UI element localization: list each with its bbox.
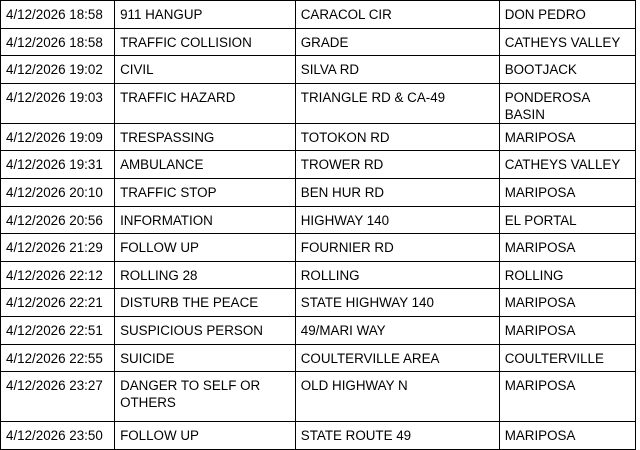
cell-call-type-text: TRAFFIC HAZARD: [120, 89, 236, 105]
cell-area-text: MARIPOSA: [504, 184, 576, 200]
cell-call-type-text: TRESPASSING: [120, 129, 215, 145]
cell-call-type-text: ROLLING 28: [120, 267, 198, 283]
cell-area-text: BOOTJACK: [504, 62, 577, 78]
cell-call-type: [115, 261, 296, 289]
cell-location: [295, 1, 499, 29]
cell-area-text: ROLLING: [504, 267, 564, 283]
cell-call-type-text: DISTURB THE PEACE: [120, 295, 259, 311]
cell-area-text: PONDEROSA BASIN: [504, 89, 590, 122]
cell-call-type-text: SUSPICIOUS PERSON: [120, 322, 263, 338]
cell-location: [295, 261, 499, 289]
cell-location-text: ROLLING: [300, 267, 360, 283]
cell-call-type: [115, 178, 296, 206]
cell-area: [499, 151, 635, 179]
cell-datetime: [1, 123, 115, 151]
cell-location: [295, 316, 499, 344]
cell-area-text: MARIPOSA: [504, 129, 576, 145]
cell-area: [499, 261, 635, 289]
cell-area: [499, 83, 635, 123]
cell-location-text: STATE ROUTE 49: [300, 428, 412, 444]
cell-area: [499, 234, 635, 262]
cell-location-text: SILVA RD: [300, 62, 360, 78]
cell-call-type: [115, 289, 296, 317]
cell-location-text: GRADE: [300, 34, 349, 50]
table-row: [1, 372, 636, 422]
cell-datetime-text: 4/12/2026 20:10: [6, 184, 103, 200]
cell-location-text: COULTERVILLE AREA: [300, 350, 440, 366]
table-row: [1, 206, 636, 234]
cell-area: [499, 1, 635, 29]
cell-area-text: CATHEYS VALLEY: [504, 157, 621, 173]
cell-datetime: [1, 344, 115, 372]
cell-area: [499, 178, 635, 206]
cell-datetime: [1, 83, 115, 123]
cell-datetime-text: 4/12/2026 18:58: [6, 34, 103, 50]
cell-area: [499, 289, 635, 317]
cell-call-type: [115, 372, 296, 422]
cell-area: [499, 123, 635, 151]
cell-call-type-text: FOLLOW UP: [120, 428, 199, 444]
table-row: [1, 261, 636, 289]
cell-location: [295, 56, 499, 84]
cell-location-text: 49/MARI WAY: [300, 322, 386, 338]
cell-call-type: [115, 83, 296, 123]
cell-location-text: OLD HIGHWAY N: [300, 378, 408, 394]
cell-location: [295, 206, 499, 234]
cell-call-type: [115, 151, 296, 179]
cell-location-text: TOTOKON RD: [300, 129, 390, 145]
cell-call-type-text: INFORMATION: [120, 212, 213, 228]
cell-datetime: [1, 261, 115, 289]
cell-location: [295, 28, 499, 56]
table-row: [1, 289, 636, 317]
cell-datetime-text: 4/12/2026 19:31: [6, 157, 103, 173]
cell-datetime-text: 4/12/2026 22:55: [6, 350, 103, 366]
cell-location-text: HIGHWAY 140: [300, 212, 390, 228]
cell-area: [499, 344, 635, 372]
cell-area-text: MARIPOSA: [504, 240, 576, 256]
cell-area: [499, 28, 635, 56]
cell-datetime: [1, 206, 115, 234]
cell-datetime: [1, 234, 115, 262]
cell-area-text: MARIPOSA: [504, 295, 576, 311]
cell-location: [295, 178, 499, 206]
cell-datetime: [1, 1, 115, 29]
cell-datetime: [1, 28, 115, 56]
cell-call-type-text: TRAFFIC COLLISION: [120, 34, 252, 50]
cell-call-type: [115, 123, 296, 151]
cell-location-text: TROWER RD: [300, 157, 384, 173]
table-row: [1, 344, 636, 372]
cell-call-type-text: SUICIDE: [120, 350, 175, 366]
cell-location: [295, 289, 499, 317]
call-log-body: [1, 1, 636, 450]
cell-call-type: [115, 422, 296, 450]
cell-location-text: TRIANGLE RD & CA-49: [300, 89, 446, 105]
cell-location: [295, 372, 499, 422]
cell-call-type: [115, 344, 296, 372]
cell-datetime-text: 4/12/2026 19:09: [6, 129, 103, 145]
cell-area-text: CATHEYS VALLEY: [504, 34, 621, 50]
cell-area-text: MARIPOSA: [504, 322, 576, 338]
table-row: [1, 56, 636, 84]
cell-location: [295, 151, 499, 179]
cell-location-text: FOURNIER RD: [300, 240, 394, 256]
cell-datetime: [1, 56, 115, 84]
cell-location-text: STATE HIGHWAY 140: [300, 295, 434, 311]
cell-datetime-text: 4/12/2026 20:56: [6, 212, 103, 228]
cell-call-type: [115, 234, 296, 262]
cell-area-text: DON PEDRO: [504, 7, 586, 22]
table-row: [1, 1, 636, 29]
table-row: [1, 178, 636, 206]
cell-location: [295, 83, 499, 123]
cell-call-type-text: FOLLOW UP: [120, 240, 199, 256]
cell-area: [499, 422, 635, 450]
cell-datetime-text: 4/12/2026 18:58: [6, 7, 103, 22]
cell-datetime-text: 4/12/2026 22:21: [6, 295, 103, 311]
table-row: [1, 28, 636, 56]
cell-call-type-text: AMBULANCE: [120, 157, 204, 173]
cell-datetime-text: 4/12/2026 23:27: [6, 378, 103, 394]
cell-area: [499, 56, 635, 84]
cell-datetime-text: 4/12/2026 23:50: [6, 428, 103, 444]
cell-location: [295, 234, 499, 262]
cell-call-type: [115, 316, 296, 344]
cell-datetime-text: 4/12/2026 19:03: [6, 89, 103, 105]
cell-area-text: MARIPOSA: [504, 378, 576, 394]
cell-datetime-text: 4/12/2026 22:51: [6, 322, 103, 338]
cell-call-type: [115, 206, 296, 234]
table-row: [1, 422, 636, 450]
cell-call-type: [115, 1, 296, 29]
table-row: [1, 151, 636, 179]
table-row: [1, 234, 636, 262]
cell-datetime-text: 4/12/2026 19:02: [6, 62, 103, 78]
cell-datetime: [1, 289, 115, 317]
table-row: [1, 316, 636, 344]
cell-datetime: [1, 151, 115, 179]
cell-call-type-text: CIVIL: [120, 62, 154, 78]
cell-area-text: COULTERVILLE: [504, 350, 604, 366]
cell-call-type-text: DANGER TO SELF OR OTHERS: [120, 378, 261, 411]
cell-location: [295, 123, 499, 151]
cell-call-type-text: TRAFFIC STOP: [120, 184, 217, 200]
table-row: [1, 83, 636, 123]
cell-location-text: CARACOL CIR: [300, 7, 392, 22]
cell-location-text: BEN HUR RD: [300, 184, 385, 200]
cell-area: [499, 372, 635, 422]
cell-area-text: EL PORTAL: [504, 212, 577, 228]
cell-area: [499, 206, 635, 234]
cell-datetime-text: 4/12/2026 22:12: [6, 267, 103, 283]
cell-call-type: [115, 56, 296, 84]
cell-location: [295, 422, 499, 450]
cell-datetime-text: 4/12/2026 21:29: [6, 240, 103, 256]
cell-datetime: [1, 178, 115, 206]
cell-call-type: [115, 28, 296, 56]
cell-area: [499, 316, 635, 344]
table-row: [1, 123, 636, 151]
cell-area-text: MARIPOSA: [504, 428, 576, 444]
cell-location: [295, 344, 499, 372]
cell-datetime: [1, 316, 115, 344]
cell-datetime: [1, 422, 115, 450]
cell-datetime: [1, 372, 115, 422]
cell-call-type-text: 911 HANGUP: [120, 7, 203, 22]
